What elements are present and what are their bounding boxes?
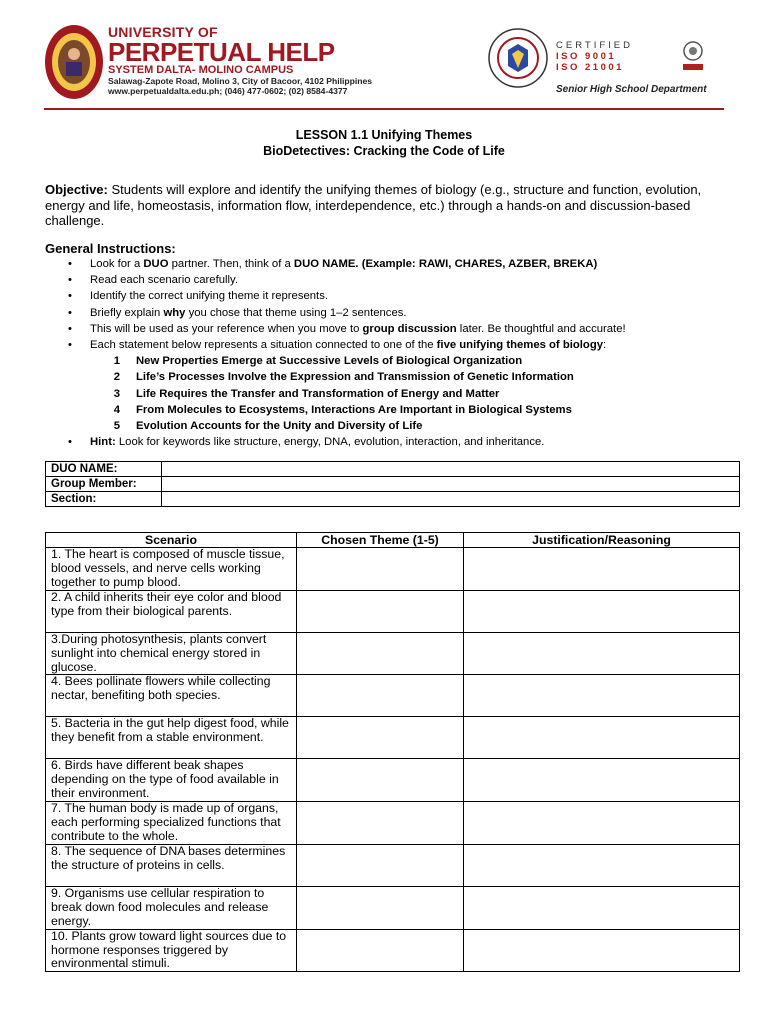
university-seal-logo — [44, 24, 104, 100]
scenario-cell: 4. Bees pollinate flowers while collecting nectar, benefiting both species. — [46, 675, 297, 717]
theme-item: 4 From Molecules to Ecosystems, Interactions Are Important in Biological Systems — [113, 403, 572, 416]
scenario-cell: 5. Bacteria in the gut help digest food, while they benefit from a stable environment. — [46, 717, 297, 759]
bureau-veritas-logo — [680, 40, 706, 74]
theme-cell[interactable] — [297, 886, 464, 929]
table-row — [46, 802, 740, 845]
section-label: Section: — [46, 492, 162, 507]
address: Salawag-Zapote Road, Molino 3, City of Bacoor, 4102 Philippines — [108, 76, 373, 86]
university-header — [108, 25, 372, 96]
objective-text: Students will explore and identify the unifying themes of biology (e.g., structure and function, evolution, energy and life, homeostasis, information flow, interdependence, etc.) through a hands-on and discussion-based challenge. — [45, 182, 702, 228]
university-line2: PERPETUAL HELP — [108, 37, 335, 67]
certified-label: CERTIFIED — [556, 40, 633, 51]
header-divider — [44, 108, 724, 110]
scenario-cell: 6. Birds have different beak shapes depending on the type of food available in their environment. — [46, 759, 297, 802]
theme-item: 5 Evolution Accounts for the Unity and Diversity of Life — [113, 420, 423, 433]
department-seal-logo — [488, 28, 548, 88]
column-header-justification: Justification/Reasoning — [464, 533, 740, 548]
list-item: • Identify the correct unifying theme it represents. — [68, 290, 328, 303]
scenario-cell: 10. Plants grow toward light sources due to hormone responses triggered by environmental stimuli. — [46, 929, 297, 972]
university-line1: UNIVERSITY OF — [108, 24, 218, 40]
duo-name-field[interactable] — [162, 462, 740, 477]
justification-cell[interactable] — [464, 675, 740, 717]
list-item: • Look for a DUO partner. Then, think of a DUO NAME. (Example: RAWI, CHARES, AZBER, BREKA) — [68, 258, 598, 270]
scenario-cell: 1. The heart is composed of muscle tissue, blood vessels, and nerve cells working together to pump blood. — [46, 548, 297, 591]
table-row — [46, 844, 740, 886]
duo-name-label: DUO NAME: — [46, 462, 162, 477]
lesson-title: LESSON 1.1 Unifying Themes — [295, 128, 473, 142]
theme-cell[interactable] — [297, 802, 464, 845]
group-member-field[interactable] — [162, 477, 740, 492]
table-row — [46, 759, 740, 802]
table-row — [46, 632, 740, 675]
theme-cell[interactable] — [297, 717, 464, 759]
list-item: • Read each scenario carefully. — [68, 274, 238, 287]
theme-cell[interactable] — [297, 548, 464, 591]
theme-cell[interactable] — [297, 590, 464, 632]
list-item: • This will be used as your reference when you move to group discussion later. Be thoughtful and accurate! — [68, 322, 626, 335]
objective — [45, 182, 725, 229]
instructions-heading: General Instructions: — [45, 241, 176, 256]
table-row — [46, 717, 740, 759]
justification-cell[interactable] — [464, 590, 740, 632]
justification-cell[interactable] — [464, 632, 740, 675]
theme-cell[interactable] — [297, 632, 464, 675]
theme-item: 3 Life Requires the Transfer and Transformation of Energy and Matter — [113, 387, 500, 400]
instructions-list — [68, 256, 728, 450]
list-item: • Each statement below represents a situation connected to one of the five unifying themes of biology: 1 New Properties Emerge at Successive Levels of Biological Organization 2 Life’s Processes Involve the Expression and Transmission of Genetic Information 3 Life Requires the Transfer and Transformation of Energy and Matter 4 From Molecules to Ecosystems, Interactions Are Important in Biological Systems 5 Evolution Accounts for the Unity and Diversity of Life — [68, 337, 728, 434]
justification-cell[interactable] — [464, 717, 740, 759]
iso-21001: ISO 21001 — [556, 62, 624, 73]
theme-item: 1 New Properties Emerge at Successive Levels of Biological Organization — [113, 355, 523, 368]
justification-cell[interactable] — [464, 548, 740, 591]
objective-label: Objective: — [45, 182, 108, 197]
scenario-cell: 7. The human body is made up of organs, each performing specialized functions that contribute to the whole. — [46, 802, 297, 845]
theme-cell[interactable] — [297, 844, 464, 886]
theme-cell[interactable] — [297, 675, 464, 717]
lesson-subtitle: BioDetectives: Cracking the Code of Life — [263, 144, 505, 158]
section-field[interactable] — [162, 492, 740, 507]
table-row — [46, 590, 740, 632]
justification-cell[interactable] — [464, 929, 740, 972]
theme-cell[interactable] — [297, 759, 464, 802]
scenario-cell: 8. The sequence of DNA bases determines the structure of proteins in cells. — [46, 844, 297, 886]
justification-cell[interactable] — [464, 759, 740, 802]
group-member-label: Group Member: — [46, 477, 162, 492]
list-item: • Hint: Look for keywords like structure, energy, DNA, evolution, interaction, and inheritance. — [68, 436, 545, 449]
department-name: Senior High School Department — [556, 84, 707, 95]
campus-name: SYSTEM DALTA- MOLINO CAMPUS — [108, 64, 294, 76]
scenario-cell: 9. Organisms use cellular respiration to break down food molecules and release energy. — [46, 886, 297, 929]
column-header-theme: Chosen Theme (1-5) — [297, 533, 464, 548]
iso-9001: ISO 9001 — [556, 51, 617, 62]
duo-info-table — [45, 461, 740, 507]
scenario-cell: 3.During photosynthesis, plants convert sunlight into chemical energy stored in glucose. — [46, 632, 297, 675]
table-row — [46, 929, 740, 972]
justification-cell[interactable] — [464, 844, 740, 886]
column-header-scenario: Scenario — [46, 533, 297, 548]
table-row — [46, 548, 740, 591]
themes-list — [90, 353, 728, 434]
theme-cell[interactable] — [297, 929, 464, 972]
list-item: • Briefly explain why you chose that theme using 1–2 sentences. — [68, 306, 407, 319]
justification-cell[interactable] — [464, 802, 740, 845]
scenario-table — [45, 532, 740, 972]
table-row — [46, 675, 740, 717]
contact-info: www.perpetualdalta.edu.ph; (046) 477-0602; (02) 8584-4377 — [108, 86, 348, 96]
scenario-cell: 2. A child inherits their eye color and blood type from their biological parents. — [46, 590, 297, 632]
theme-item: 2 Life’s Processes Involve the Expression and Transmission of Genetic Information — [113, 371, 574, 384]
justification-cell[interactable] — [464, 886, 740, 929]
table-row — [46, 886, 740, 929]
